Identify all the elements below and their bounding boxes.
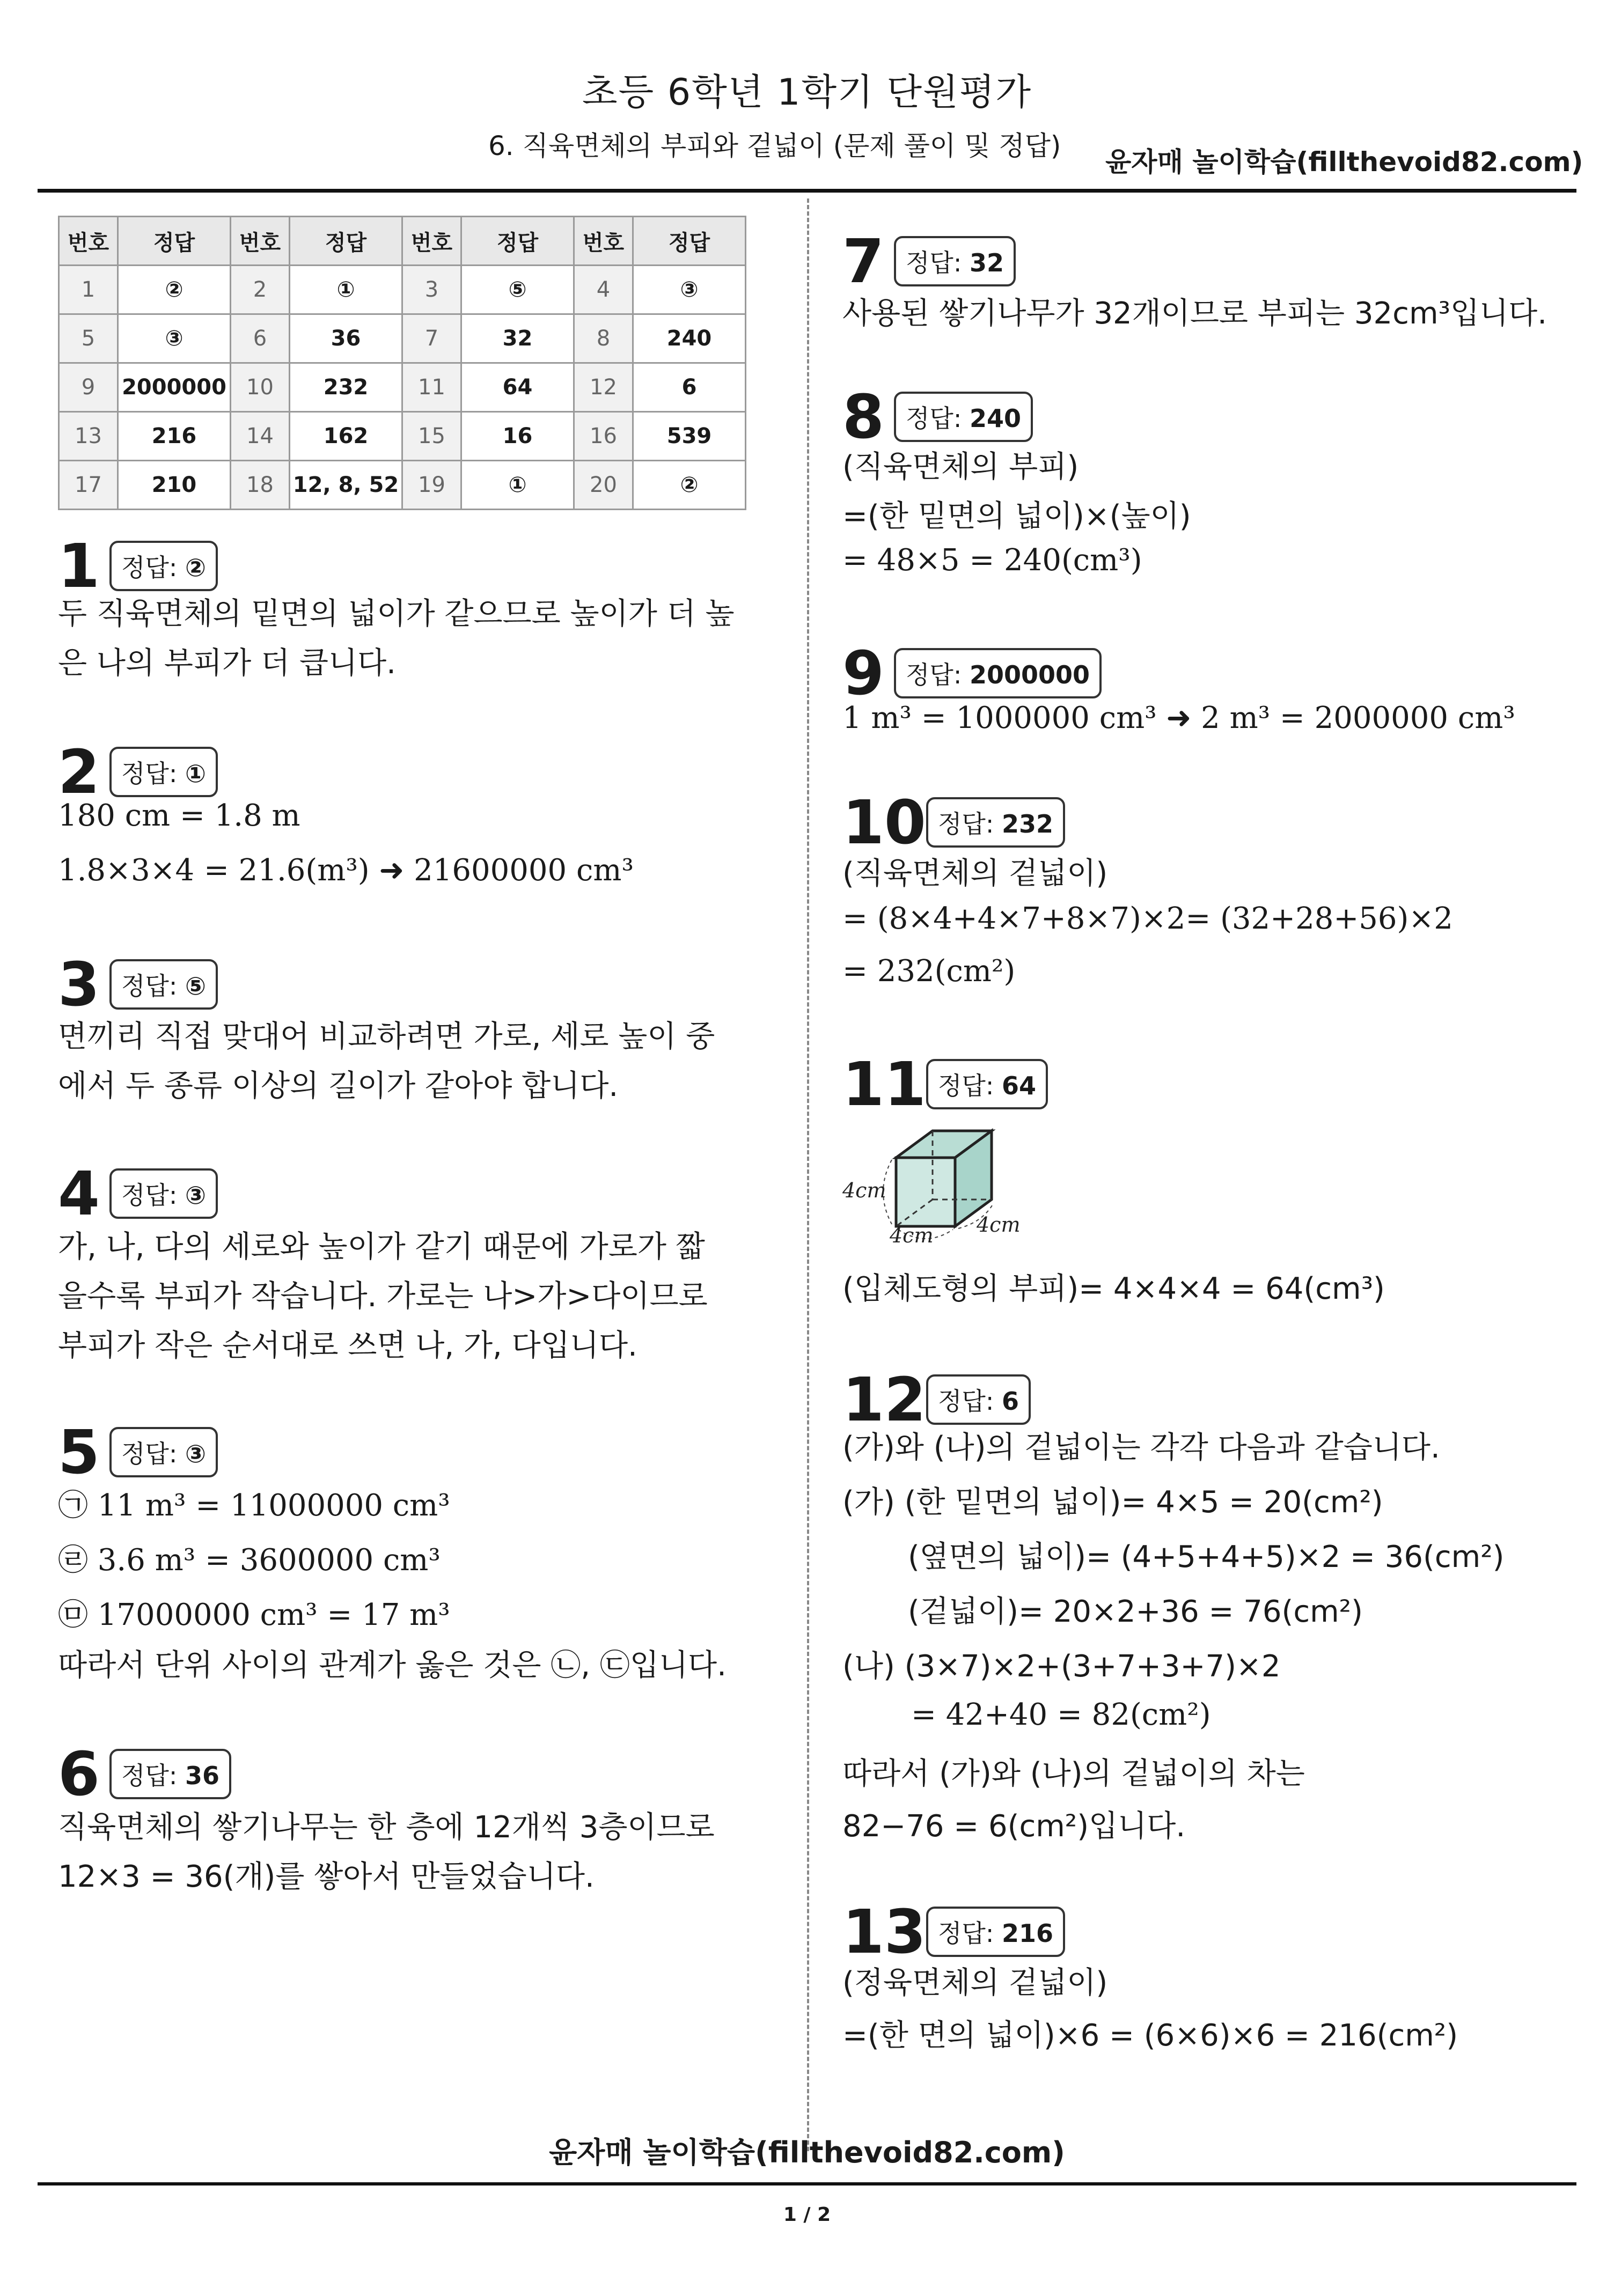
question-number: 10 [842, 788, 926, 858]
table-cell: 3 [402, 266, 461, 314]
badge-answer: ③ [185, 1181, 206, 1210]
table-cell: ② [118, 266, 231, 314]
table-row [59, 266, 746, 314]
explanation-line: (겉넓이)= 20×2+36 = 76(cm²) [908, 1594, 1363, 1629]
question-number: 4 [58, 1159, 100, 1229]
table-cell: 6 [633, 363, 746, 412]
badge-answer: 36 [185, 1761, 220, 1790]
answer-badge [926, 1374, 1031, 1425]
question-number: 12 [842, 1365, 926, 1435]
explanation-line: 에서 두 종류 이상의 길이가 같아야 합니다. [58, 1069, 619, 1103]
badge-label: 정답: [121, 1761, 178, 1790]
table-cell: 16 [461, 412, 574, 461]
explanation-line: 1 m³ = 1000000 cm³ ➜ 2 m³ = 2000000 cm³ [842, 701, 1515, 735]
table-cell: 232 [290, 363, 402, 412]
header-cell: 정답 [633, 217, 746, 266]
explanation-line: =(한 면의 넓이)×6 = (6×6)×6 = 216(cm²) [842, 2018, 1458, 2053]
table-cell: 2 [231, 266, 290, 314]
header-cell: 번호 [574, 217, 633, 266]
answer-badge [926, 1907, 1065, 1957]
table-cell: ③ [118, 314, 231, 363]
explanation-line: ㉣ 3.6 m³ = 3600000 cm³ [58, 1543, 441, 1578]
table-cell: 16 [574, 412, 633, 461]
question-number: 11 [842, 1050, 926, 1120]
badge-label: 정답: [121, 1181, 178, 1210]
table-cell: 1 [59, 266, 118, 314]
explanation-line: 은 나의 부피가 더 큽니다. [58, 646, 396, 681]
badge-answer: ⑤ [185, 972, 206, 1000]
answer-badge [926, 797, 1065, 848]
table-cell: 240 [633, 314, 746, 363]
explanation-line: 사용된 쌓기나무가 32개이므로 부피는 32cm³입니다. [842, 296, 1547, 331]
header-rule [38, 189, 1576, 193]
answer-badge [109, 1749, 231, 1799]
table-cell: 7 [402, 314, 461, 363]
table-row [59, 314, 746, 363]
badge-answer: 216 [1002, 1919, 1054, 1948]
answer-badge [109, 747, 218, 797]
explanation-line: (옆면의 넓이)= (4+5+4+5)×2 = 36(cm²) [908, 1540, 1505, 1574]
explanation-line: = 232(cm²) [842, 954, 1016, 989]
column-divider [807, 198, 809, 2151]
question-number: 1 [58, 532, 100, 601]
badge-label: 정답: [121, 759, 178, 788]
explanation-line: (가)와 (나)의 겉넓이는 각각 다음과 같습니다. [842, 1430, 1440, 1465]
answer-badge [109, 1168, 218, 1219]
table-cell: 17 [59, 461, 118, 510]
explanation-line: = 48×5 = 240(cm³) [842, 543, 1142, 578]
answer-badge [109, 959, 218, 1010]
table-cell: 10 [231, 363, 290, 412]
table-cell: 13 [59, 412, 118, 461]
table-cell: 6 [231, 314, 290, 363]
cube-label: 4cm [977, 1213, 1021, 1237]
table-cell: ⑤ [461, 266, 574, 314]
explanation-line: 가, 나, 다의 세로와 높이가 같기 때문에 가로가 짧 [58, 1230, 705, 1264]
explanation-line: (정육면체의 겉넓이) [842, 1966, 1108, 2000]
table-cell: 32 [461, 314, 574, 363]
table-cell: ③ [633, 266, 746, 314]
explanation-line: 180 cm = 1.8 m [58, 798, 300, 833]
table-cell: 5 [59, 314, 118, 363]
explanation-line: 부피가 작은 순서대로 쓰면 나, 가, 다입니다. [58, 1328, 637, 1363]
badge-label: 정답: [938, 1919, 994, 1948]
question-number: 9 [842, 639, 884, 709]
table-cell: 2000000 [118, 363, 231, 412]
badge-label: 정답: [121, 553, 178, 582]
answer-badge [109, 1427, 218, 1477]
table-cell: 20 [574, 461, 633, 510]
table-cell: 8 [574, 314, 633, 363]
explanation-line: 1.8×3×4 = 21.6(m³) ➜ 21600000 cm³ [58, 853, 634, 888]
footer-rule [38, 2182, 1576, 2185]
badge-label: 정답: [906, 404, 962, 433]
table-cell: 4 [574, 266, 633, 314]
badge-answer: ① [185, 759, 206, 788]
explanation-line: (직육면체의 겉넓이) [842, 856, 1108, 891]
table-cell: 12 [574, 363, 633, 412]
explanation-line: 따라서 단위 사이의 관계가 옳은 것은 ㉡, ㉢입니다. [58, 1648, 727, 1683]
badge-answer: ③ [185, 1439, 206, 1468]
explanation-line: = 42+40 = 82(cm²) [911, 1697, 1211, 1732]
explanation-line: ㉤ 17000000 cm³ = 17 m³ [58, 1598, 450, 1632]
explanation-line: 82−76 = 6(cm²)입니다. [842, 1809, 1186, 1844]
table-cell: 36 [290, 314, 402, 363]
answer-table [58, 216, 746, 510]
explanation-line: 두 직육면체의 밑면의 넓이가 같으므로 높이가 더 높 [58, 597, 735, 631]
badge-label: 정답: [906, 660, 962, 689]
table-cell: 216 [118, 412, 231, 461]
badge-label: 정답: [938, 1387, 994, 1416]
table-row [59, 412, 746, 461]
question-number: 13 [842, 1897, 926, 1967]
badge-answer: 232 [1002, 810, 1054, 838]
cube-figure [842, 1115, 1068, 1243]
badge-label: 정답: [938, 810, 994, 838]
table-cell: 15 [402, 412, 461, 461]
header-cell: 번호 [59, 217, 118, 266]
page-number: 1 / 2 [783, 2204, 831, 2226]
explanation-line: 면끼리 직접 맞대어 비교하려면 가로, 세로 높이 중 [58, 1019, 715, 1054]
badge-answer: 64 [1002, 1071, 1037, 1100]
table-cell: 162 [290, 412, 402, 461]
header-cell: 정답 [290, 217, 402, 266]
badge-label: 정답: [906, 248, 962, 277]
table-cell: 11 [402, 363, 461, 412]
page-subtitle: 6. 직육면체의 부피와 겉넓이 (문제 풀이 및 정답) [488, 130, 1061, 161]
table-cell: 539 [633, 412, 746, 461]
table-cell: 19 [402, 461, 461, 510]
cube-label: 4cm [890, 1224, 934, 1243]
table-cell: 18 [231, 461, 290, 510]
question-number: 2 [58, 738, 100, 807]
table-cell: ② [633, 461, 746, 510]
table-cell: ① [290, 266, 402, 314]
table-cell: 64 [461, 363, 574, 412]
explanation-line: (직육면체의 부피) [842, 450, 1079, 484]
answer-table-header [59, 217, 746, 266]
answer-badge [894, 236, 1016, 286]
explanation-line: 을수록 부피가 작습니다. 가로는 나>가>다이므로 [58, 1279, 708, 1314]
question-number: 5 [58, 1418, 100, 1488]
badge-label: 정답: [938, 1071, 994, 1100]
footer-brand: 윤자매 놀이학습(fillthevoid82.com) [549, 2136, 1065, 2169]
header-cell: 번호 [402, 217, 461, 266]
answer-badge [926, 1059, 1048, 1109]
header-cell: 번호 [231, 217, 290, 266]
table-cell: 12, 8, 52 [290, 461, 402, 510]
cube-label: 4cm [842, 1179, 886, 1202]
explanation-line: (나) (3×7)×2+(3+7+3+7)×2 [842, 1649, 1281, 1684]
page-title: 초등 6학년 1학기 단원평가 [582, 71, 1032, 114]
table-cell: 14 [231, 412, 290, 461]
table-cell: 9 [59, 363, 118, 412]
table-cell: ① [461, 461, 574, 510]
explanation-line: (입체도형의 부피)= 4×4×4 = 64(cm³) [842, 1271, 1385, 1306]
badge-answer: 6 [1002, 1387, 1019, 1416]
header-cell: 정답 [118, 217, 231, 266]
header-cell: 정답 [461, 217, 574, 266]
badge-answer: 2000000 [970, 660, 1090, 689]
explanation-line: 직육면체의 쌓기나무는 한 층에 12개씩 3층이므로 [58, 1810, 715, 1845]
table-row [59, 461, 746, 510]
table-row [59, 363, 746, 412]
answer-badge [894, 392, 1033, 442]
badge-answer: 32 [970, 248, 1004, 277]
explanation-line: ㉠ 11 m³ = 11000000 cm³ [58, 1488, 450, 1523]
explanation-line: (가) (한 밑면의 넓이)= 4×5 = 20(cm²) [842, 1485, 1383, 1520]
question-number: 8 [842, 382, 884, 452]
explanation-line: 12×3 = 36(개)를 쌓아서 만들었습니다. [58, 1859, 595, 1894]
badge-answer: ② [185, 553, 206, 582]
badge-label: 정답: [121, 1439, 178, 1468]
explanation-line: = (8×4+4×7+8×7)×2= (32+28+56)×2 [842, 901, 1453, 936]
answer-badge [109, 541, 218, 591]
table-cell: 210 [118, 461, 231, 510]
explanation-line: 따라서 (가)와 (나)의 겉넓이의 차는 [842, 1756, 1305, 1791]
badge-label: 정답: [121, 972, 178, 1000]
header-brand: 윤자매 놀이학습(fillthevoid82.com) [1105, 146, 1583, 178]
question-number: 7 [842, 227, 884, 297]
badge-answer: 240 [970, 404, 1022, 433]
question-number: 3 [58, 950, 100, 1020]
answer-badge [894, 648, 1102, 698]
explanation-line: =(한 밑면의 넓이)×(높이) [842, 499, 1191, 534]
question-number: 6 [58, 1740, 100, 1809]
